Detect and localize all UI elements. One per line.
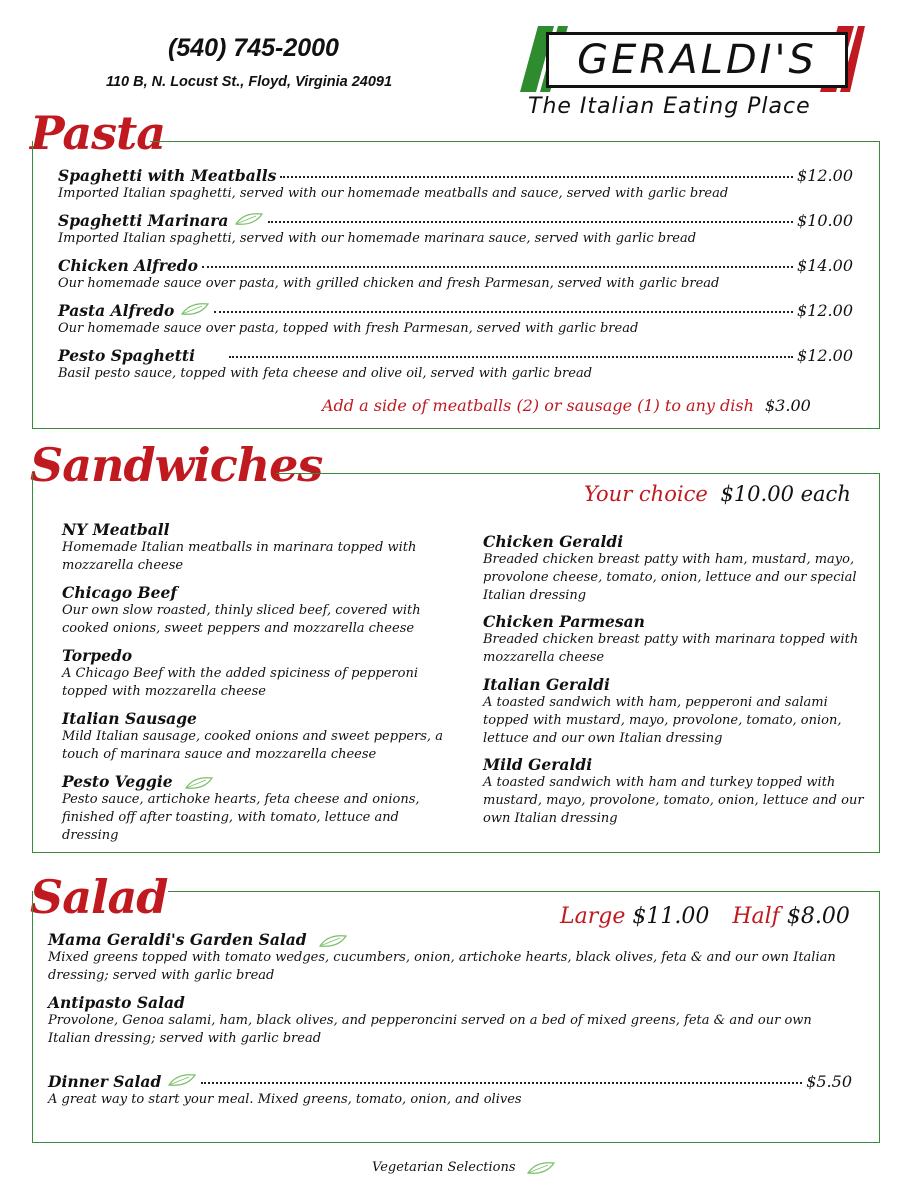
sandwich-item	[62, 772, 452, 843]
salad-list	[48, 930, 838, 1073]
leaf-icon	[167, 1073, 197, 1087]
sandwich-item-name: Italian Geraldi	[483, 675, 610, 694]
salad-item-name	[48, 930, 838, 949]
logo-name: GERALDI'S	[577, 37, 817, 83]
pasta-item-name: Pesto Spaghetti	[58, 346, 195, 365]
sandwich-item	[62, 646, 452, 709]
sandwich-item	[483, 532, 868, 612]
sandwich-item-desc: Homemade Italian meatballs in marinara topped with mozzarella cheese	[62, 540, 417, 573]
pasta-item	[58, 211, 853, 256]
sandwich-item-desc: Our own slow roasted, thinly sliced beef, covered with cooked onions, sweet peppers and mozzarella cheese	[62, 603, 421, 636]
sandwich-item	[483, 675, 868, 755]
sandwich-item-name: Torpedo	[62, 646, 133, 665]
sandwich-item-name: Italian Sausage	[62, 709, 197, 728]
salad-item	[48, 930, 838, 993]
pasta-item	[58, 166, 853, 211]
sandwich-item-name-text: Pesto Veggie	[62, 772, 173, 791]
sandwich-choice	[584, 482, 851, 506]
sandwich-item-name: Chicken Parmesan	[483, 612, 645, 631]
half-label: Half	[732, 904, 780, 929]
choice-price: $10.00 each	[720, 482, 851, 506]
pasta-item	[58, 346, 853, 391]
pasta-item-price: $12.00	[797, 346, 853, 365]
sandwich-item-desc: Mild Italian sausage, cooked onions and sweet peppers, a touch of marinara sauce and mozzarella cheese	[62, 729, 443, 762]
pasta-item-name: Spaghetti Marinara	[58, 211, 229, 230]
sandwich-item-desc: A Chicago Beef with the added spiciness of pepperoni topped with mozzarella cheese	[62, 666, 418, 699]
sandwich-item	[483, 755, 868, 835]
pasta-item-name: Chicken Alfredo	[58, 256, 198, 275]
sandwich-item-desc: Breaded chicken breast patty with ham, mustard, mayo, provolone cheese, tomato, onion, lettuce and our special Italian dressing	[483, 552, 857, 603]
sandwich-item	[483, 612, 868, 675]
pasta-item-name: Pasta Alfredo	[58, 301, 175, 320]
dinner-salad-name: Dinner Salad	[48, 1072, 162, 1091]
sandwich-item	[62, 583, 452, 646]
sandwich-item	[62, 520, 452, 583]
sandwich-item	[62, 709, 452, 772]
sandwich-item-desc: Pesto sauce, artichoke hearts, feta cheese and onions, finished off after toasting, with tomato, lettuce and dressing	[62, 792, 420, 843]
sandwich-item-name: Chicago Beef	[62, 583, 178, 602]
sandwich-item-name: NY Meatball	[62, 520, 170, 539]
pasta-list	[58, 166, 853, 391]
sandwich-item-name: Chicken Geraldi	[483, 532, 624, 551]
dot-leader	[202, 266, 793, 268]
sandwich-item-desc: A toasted sandwich with ham, pepperoni and salami topped with mustard, mayo, provolone, tomato, onion, lettuce and our own Italian dressing	[483, 695, 842, 746]
dinner-salad	[48, 1072, 852, 1109]
leaf-icon	[234, 212, 264, 226]
large-label: Large	[560, 904, 626, 929]
pasta-side-note	[322, 396, 811, 415]
salad-item-name-text: Mama Geraldi's Garden Salad	[48, 930, 307, 949]
salad-item	[48, 993, 838, 1073]
large-price: $11.00	[632, 904, 710, 929]
pasta-item-price: $14.00	[797, 256, 853, 275]
legend-text: Vegetarian Selections	[372, 1160, 516, 1175]
pasta-item-desc: Our homemade sauce over pasta, with grilled chicken and fresh Parmesan, served with garlic bread	[58, 276, 720, 291]
pasta-item	[58, 301, 853, 346]
logo-tagline: The Italian Eating Place	[528, 94, 811, 119]
sandwich-item-name	[62, 772, 452, 791]
address: 110 B, N. Locust St., Floyd, Virginia 24091	[106, 74, 393, 90]
dot-leader	[280, 176, 793, 178]
sandwich-item-name: Mild Geraldi	[483, 755, 593, 774]
salad-prices	[560, 904, 850, 929]
half-price: $8.00	[786, 904, 850, 929]
side-note-text: Add a side of meatballs (2) or sausage (1) to any dish	[322, 396, 754, 415]
dot-leader	[214, 311, 793, 313]
salad-title: Salad	[30, 870, 168, 924]
pasta-item-desc: Our homemade sauce over pasta, topped with fresh Parmesan, served with garlic bread	[58, 321, 639, 336]
leaf-icon	[184, 776, 214, 790]
dot-leader	[268, 221, 793, 223]
dinner-salad-price: $5.50	[806, 1072, 852, 1091]
logo-box	[546, 32, 848, 88]
sandwiches-title: Sandwiches	[30, 438, 323, 492]
pasta-item-desc: Basil pesto sauce, topped with feta cheese and olive oil, served with garlic bread	[58, 366, 593, 381]
sandwich-list-left	[62, 520, 452, 843]
pasta-item-price: $10.00	[797, 211, 853, 230]
salad-item-desc: Mixed greens topped with tomato wedges, cucumbers, onion, artichoke hearts, black olives, feta & and our own Italian dressing; served with garlic bread	[48, 950, 836, 983]
sandwich-list-right	[483, 532, 868, 835]
choice-label: Your choice	[584, 482, 708, 506]
pasta-item	[58, 256, 853, 301]
dot-leader	[201, 1082, 802, 1084]
pasta-item-price: $12.00	[797, 166, 853, 185]
leaf-icon	[318, 934, 348, 948]
sandwich-item-desc: A toasted sandwich with ham and turkey topped with mustard, mayo, provolone, tomato, onion, lettuce and our own Italian dressing	[483, 775, 864, 826]
pasta-item-desc: Imported Italian spaghetti, served with our homemade marinara sauce, served with garlic bread	[58, 231, 697, 246]
pasta-item-desc: Imported Italian spaghetti, served with our homemade meatballs and sauce, served with garlic bread	[58, 186, 729, 201]
side-note-price: $3.00	[765, 396, 811, 415]
pasta-title: Pasta	[30, 106, 166, 160]
leaf-icon	[180, 302, 210, 316]
pasta-item-price: $12.00	[797, 301, 853, 320]
vegetarian-legend	[372, 1160, 556, 1175]
salad-item-desc: Provolone, Genoa salami, ham, black olives, and pepperoncini served on a bed of mixed greens, feta & and our own Italian dressing; served with garlic bread	[48, 1013, 812, 1046]
dinner-salad-desc: A great way to start your meal. Mixed greens, tomato, onion, and olives	[48, 1092, 522, 1107]
salad-item-name: Antipasto Salad	[48, 993, 185, 1012]
leaf-icon	[526, 1161, 556, 1175]
sandwich-item-desc: Breaded chicken breast patty with marinara topped with mozzarella cheese	[483, 632, 859, 665]
phone-number: (540) 745-2000	[168, 34, 339, 62]
pasta-item-name: Spaghetti with Meatballs	[58, 166, 277, 185]
dot-leader	[229, 356, 793, 358]
